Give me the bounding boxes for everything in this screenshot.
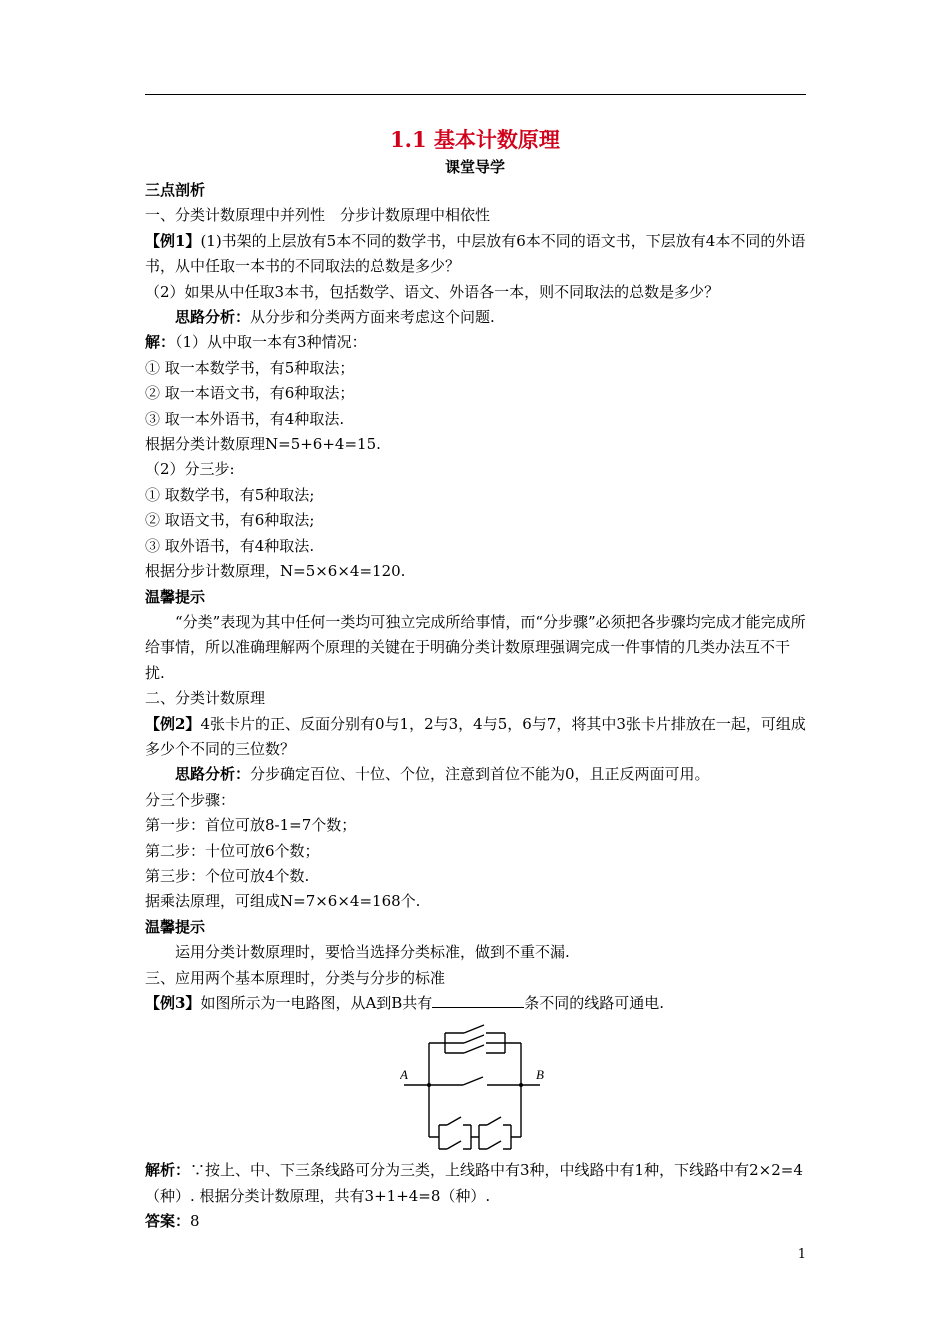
- switch-bottom-1: [439, 1117, 471, 1125]
- example-3-text-b: 条不同的线路可通电.: [524, 994, 665, 1012]
- solution-line-4: ③ 取一本外语书，有4种取法.: [145, 409, 345, 428]
- example-1-text-1: (1)书架的上层放有5本不同的数学书，中层放有6本不同的语文书，下层放有4本不同的外语书，从中任取一本书的不同取法的总数是多少？: [145, 231, 806, 276]
- example-1-idea: [145, 305, 808, 330]
- example-2-conclusion: 据乘法原理，可组成N=7×6×4=168个.: [145, 892, 421, 911]
- solution-line-5: 根据分类计数原理N=5+6+4=15.: [145, 435, 381, 454]
- solution-line-8: ② 取语文书，有6种取法;: [145, 511, 315, 530]
- analysis-text: ∵按上、中、下三条线路可分为三类，上线路中有3种，中线路中有1种，下线路中有2×2=4（种）. 根据分类计数原理，共有3+1+4=8（种）.: [145, 1161, 803, 1205]
- answer-value: 8: [190, 1212, 200, 1231]
- switch-middle: [429, 1077, 521, 1085]
- example-2-step-1: 第一步：首位可放8-1=7个数；: [145, 816, 357, 835]
- label-a: A: [400, 1067, 408, 1083]
- solution-line-2: ① 取一本数学书，有5种取法；: [145, 358, 355, 377]
- example-2-step-3: 第三步：个位可放4个数.: [145, 866, 310, 885]
- idea-text: 从分步和分类两方面来考虑这个问题.: [250, 308, 495, 327]
- solution-line-1: [145, 330, 808, 355]
- idea-text: 分步确定百位、十位、个位，注意到首位不能为0，且正反两面可用。: [250, 765, 710, 784]
- solution-line-3: ② 取一本语文书，有6种取法；: [145, 384, 355, 403]
- solution-text: （1）从中取一本有3种情况：: [175, 333, 367, 352]
- section-3-heading: 三、应用两个基本原理时，分类与分步的标准: [145, 968, 446, 987]
- example-2-question: [145, 712, 808, 763]
- side-rails: [429, 1043, 521, 1137]
- example-2-text: 4张卡片的正、反面分别有0与1，2与3，4与5，6与7，将其中3张卡片排放在一起，可组成多少个不同的三位数？: [145, 714, 806, 758]
- section-2-heading: 二、分类计数原理: [145, 689, 266, 708]
- page-number: 1: [797, 1247, 806, 1262]
- example-3-tag: 【例3】: [145, 994, 201, 1012]
- document-body: [145, 178, 808, 1235]
- header-rule: [145, 94, 806, 95]
- page-subtitle: 课堂导学: [444, 158, 505, 176]
- answer-label: 答案：: [145, 1212, 191, 1231]
- idea-label: 思路分析：: [175, 308, 251, 327]
- example-1-question-1: [145, 229, 808, 280]
- switch-top-1: [445, 1025, 505, 1033]
- switch-bottom-4: [479, 1141, 511, 1149]
- answer-blank: [432, 993, 524, 1008]
- analysis: [145, 1158, 808, 1209]
- circuit-diagram: [400, 1019, 550, 1154]
- idea-label: 思路分析：: [175, 765, 251, 784]
- switch-top-2: [445, 1035, 505, 1043]
- example-2-step-2: 第二步：十位可放6个数；: [145, 841, 320, 860]
- switch-top-3: [445, 1045, 505, 1053]
- solution-line-7: ① 取数学书，有5种取法;: [145, 485, 315, 504]
- heading-analysis: 三点剖析: [145, 181, 206, 199]
- solution-line-6: （2）分三步:: [145, 460, 235, 479]
- section-1-heading: 一、分类计数原理中并列性 分步计数原理中相依性: [145, 206, 491, 225]
- example-2-step-intro: 分三个步骤：: [145, 790, 236, 809]
- example-2-idea: [145, 762, 808, 787]
- tip-2-label: 温馨提示: [145, 917, 206, 936]
- example-1-tag: 【例1】: [145, 231, 201, 250]
- tip-1-text: “分类”表现为其中任何一类均可独立完成所给事情，而“分步骤”必须把各步骤均完成才能完成所给事情，所以准确理解两个原理的关键在于明确分类计数原理强调完成一件事情的几类办法互不干扰.: [145, 612, 806, 682]
- solution-line-9: ③ 取外语书，有4种取法.: [145, 536, 315, 555]
- solution-label: 解：: [145, 333, 176, 352]
- answer: [145, 1209, 808, 1234]
- switch-bottom-2: [439, 1141, 471, 1149]
- example-1-question-2: （2）如果从中任取3本书，包括数学、语文、外语各一本，则不同取法的总数是多少？: [145, 282, 720, 301]
- example-3-question: [145, 991, 808, 1016]
- switch-bottom-3: [479, 1117, 511, 1125]
- solution-line-10: 根据分步计数原理，N=5×6×4=120.: [145, 562, 406, 581]
- tip-1-label: 温馨提示: [145, 587, 206, 606]
- tip-2-text: 运用分类计数原理时，要恰当选择分类标准，做到不重不漏.: [175, 943, 570, 962]
- junction-a: [427, 1083, 431, 1087]
- analysis-label: 解析：: [145, 1161, 191, 1180]
- junction-b: [519, 1083, 523, 1087]
- page-title: 1.1 基本计数原理: [390, 127, 560, 152]
- label-b: B: [536, 1067, 544, 1083]
- example-3-text-a: 如图所示为一电路图，从A到B共有: [200, 994, 433, 1012]
- example-2-tag: 【例2】: [145, 714, 201, 733]
